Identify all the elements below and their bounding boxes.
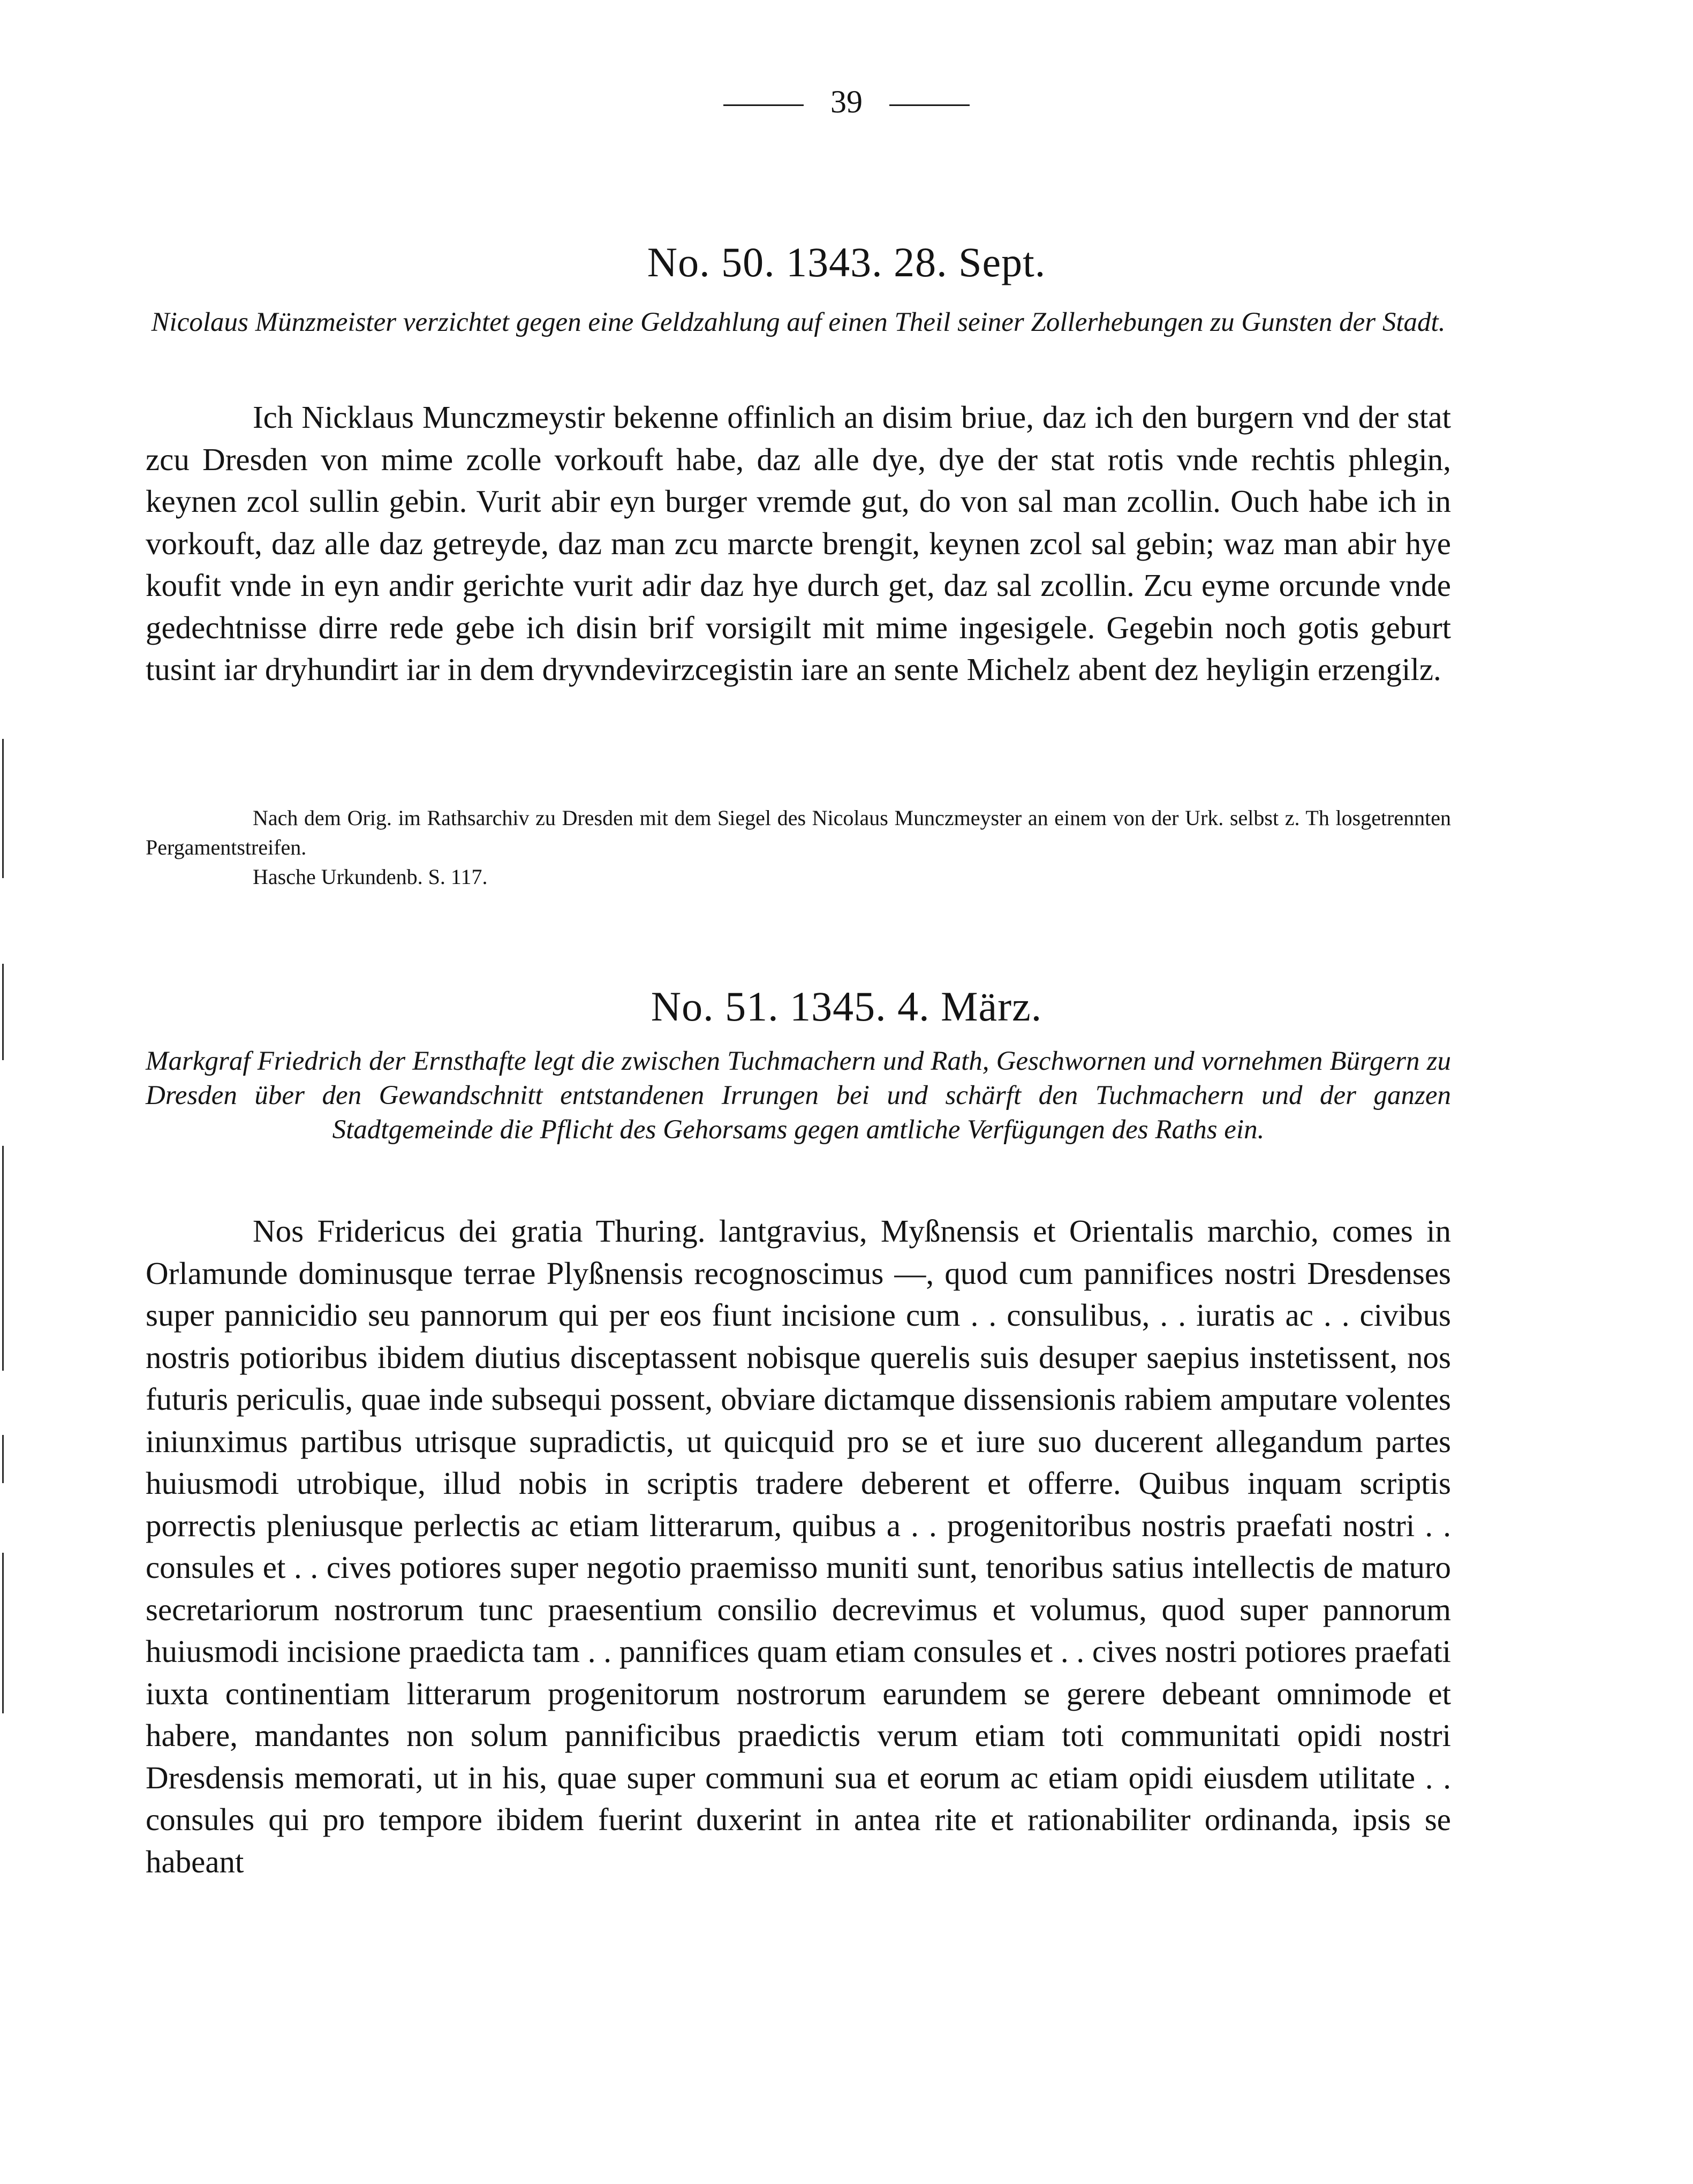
scan-binding-edge: [0, 739, 7, 1756]
doc51-heading: No. 51. 1345. 4. März.: [651, 983, 1042, 1030]
doc50-note-reference: Hasche Urkundenb. S. 117.: [253, 865, 488, 889]
doc50-heading: No. 50. 1343. 28. Sept.: [647, 239, 1046, 285]
doc51-summary: Markgraf Friedrich der Ernsthafte legt die zwischen Tuchmachern und Rath, Geschwornen und vornehmen Bürgern zu Dresden über den Gewandschnitt entstandenen Irrungen bei und schärft den Tuchmachern und der ganzen Stadtgemeinde die Pflicht des Gehorsams gegen amtliche Verfügungen des Raths ein.: [146, 1046, 1451, 1145]
page-number: 39: [830, 84, 863, 119]
header-rule-right: [889, 104, 970, 106]
doc50-source-note: [146, 803, 1451, 891]
doc50-text: Ich Nicklaus Munczmeystir bekenne offinlich an disim briue, daz ich den burgern vnd der stat zcu Dresden von mime zcolle vorkouft habe, daz alle dye, dye der stat rotis vnde rechtis phlegin, keynen zcol sullin gebin. Vurit abir eyn burger vremde gut, do von sal man zcollin. Ouch habe ich in vorkouft, daz alle daz getreyde, daz man zcu marcte brengit, keynen zcol sal gebin; waz man abir hye koufit vnde in eyn andir gerichte vurit adir daz hye durch get, daz sal zcollin. Zcu eyme orcunde vnde gedechtnisse dirre rede gebe ich disin brif vorsigilt mit mime ingesigele. Gegebin noch gotis geburt tusint iar dryhundirt iar in dem dryvndevirzcegistin iare an sente Michelz abent dez heyligin erzengilz.: [146, 399, 1451, 687]
page-header: [0, 80, 1693, 123]
doc50-note-archive: Nach dem Orig. im Rathsarchiv zu Dresden mit dem Siegel des Nicolaus Munczmeyster an einem von der Urk. selbst z. Th losgetrennten Pergamentstreifen.: [146, 806, 1451, 859]
header-rule-left: [723, 104, 804, 106]
doc51-text: Nos Fridericus dei gratia Thuring. lantgravius, Myßnensis et Orientalis marchio, comes in Orlamunde dominusque terrae Plyßnensis recognoscimus —, quod cum pannifices nostri Dresdenses super pannicidio seu pannorum qui per eos fiunt incisione cum . . consulibus, . . iuratis ac . . civibus nostris potioribus ibidem diutius disceptassent nobisque querelis suis desuper saepius instetissent, nos futuris periculis, quae inde subsequi possent, obviare dictamque dissensionis rabiem amputare volentes iniunximus partibus utrisque supradictis, ut quicquid pro se et iure suo ducerent allegandum partes huiusmodi utrobique, illud nobis in scriptis tradere deberent et offerre. Quibus inquam scriptis porrectis pleniusque perlectis ac etiam litterarum, quibus a . . progenitoribus nostris praefati nostri . . consules et . . cives potiores super negotio praemisso muniti sunt, tenoribus satius intellectis de maturo secretariorum nostrorum tunc praesentium consilio decrevimus et volumus, quod super pannorum huiusmodi incisione praedicta tam . . pannifices quam etiam consules et . . cives nostri potiores praefati iuxta continentiam litterarum progenitorum nostrorum earundem se gerere debeant omnimode et habere, mandantes non solum pannificibus praedictis verum etiam toti communitati opidi nostri Dresdensis memorati, ut in his, quae super communi sua et eorum ac etiam opidi eiusdem utilitate . . consules qui pro tempore ibidem fuerint duxerint in antea rite et rationabiliter ordinanda, ipsis se habeant: [146, 1213, 1451, 1879]
doc50-summary: Nicolaus Münzmeister verzichtet gegen eine Geldzahlung auf einen Theil seiner Zollerhebungen zu Gunsten der Stadt.: [151, 307, 1446, 337]
